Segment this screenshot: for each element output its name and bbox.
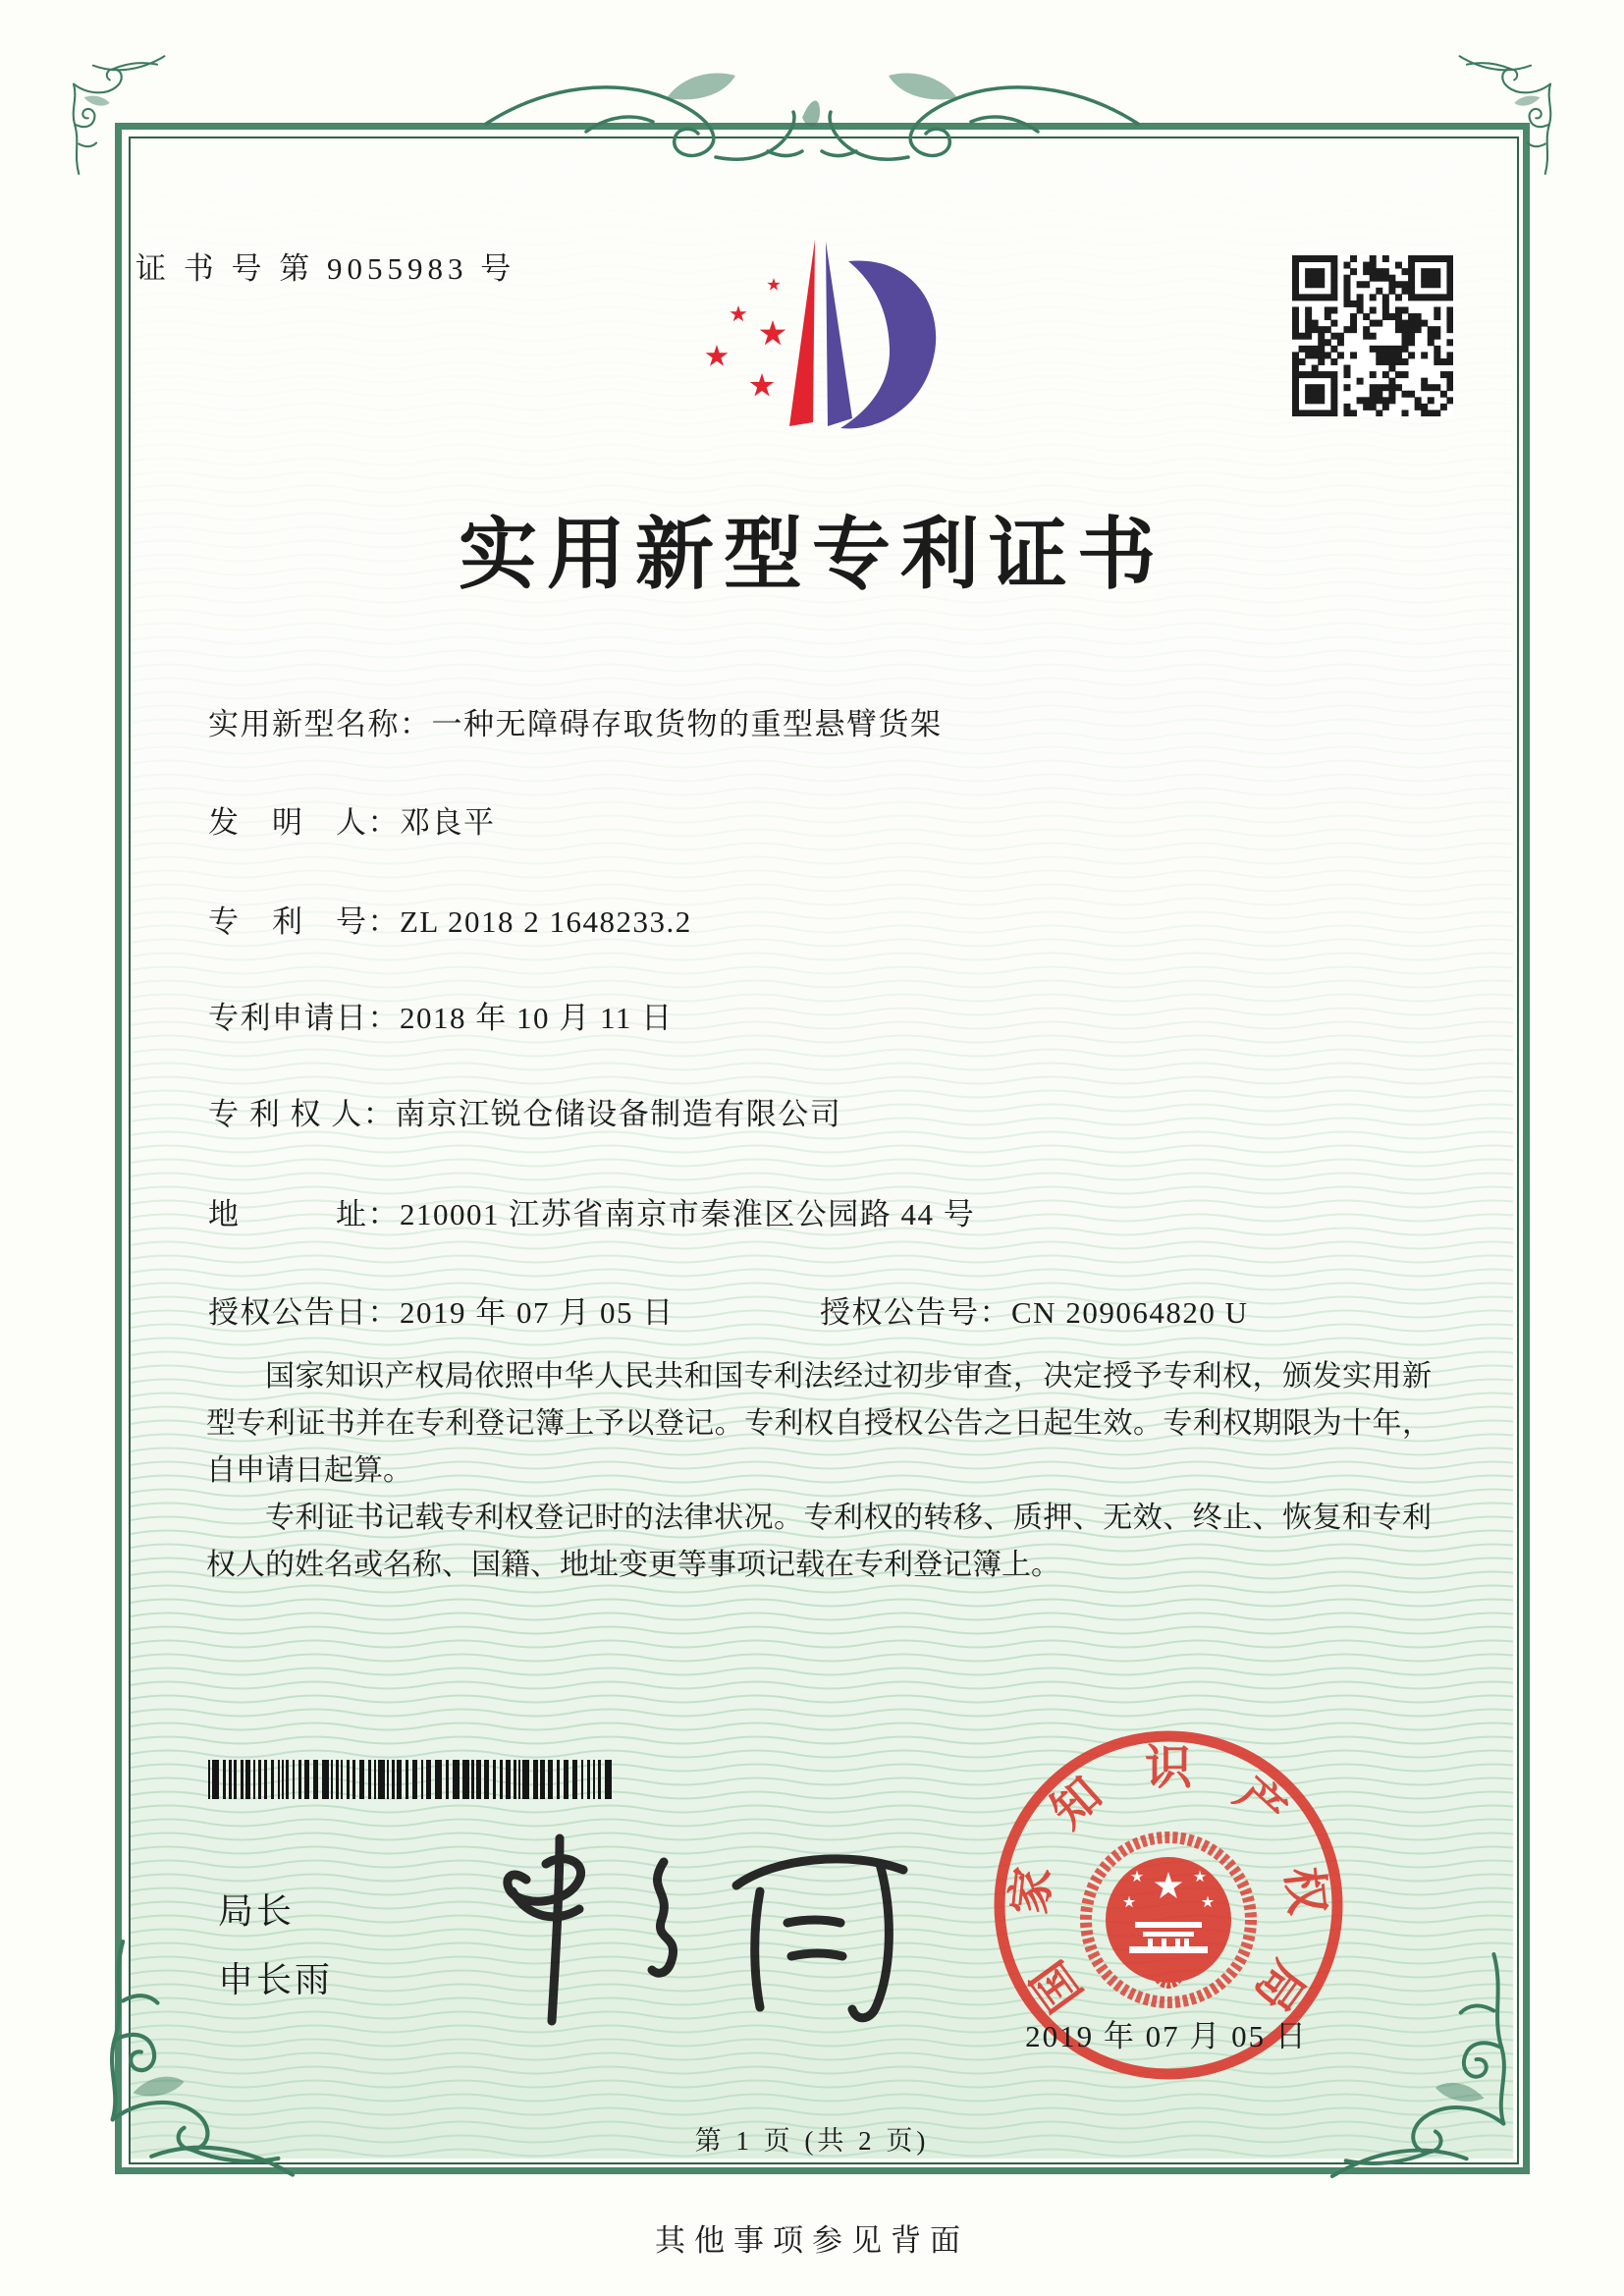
- field-label: 授权公告号：: [820, 1295, 1011, 1330]
- seal-char: 知: [1042, 1768, 1112, 1839]
- seal-date: 2019 年 07 月 05 日: [1025, 2019, 1308, 2053]
- logo-purple-wedge: [826, 242, 852, 426]
- field-row-grant-date: [208, 1287, 1485, 1332]
- legal-text-block: [206, 1353, 1432, 1589]
- top-flourish-ornament: [468, 63, 1156, 179]
- field-label: 发 明 人：: [208, 805, 400, 840]
- field-value: 南京江锐仓储设备制造有限公司: [395, 1097, 842, 1131]
- seal-char: 产: [1224, 1768, 1295, 1839]
- legal-paragraph-2: 专利证书记载专利权登记时的法律状况。专利权的转移、质押、无效、终止、恢复和专利权人的姓名或名称、国籍、地址变更等事项记载在专利登记簿上。: [206, 1502, 1432, 1581]
- director-title-label: 局长: [218, 1891, 296, 1931]
- field-value: 2019 年 07 月 05 日: [400, 1295, 675, 1330]
- field-value: 2018 年 10 月 11 日: [400, 1001, 674, 1035]
- logo-red-wedge: [789, 240, 815, 426]
- legal-paragraph-1: 国家知识产权局依照中华人民共和国专利法经过初步审查，决定授予专利权，颁发实用新型专利证书并在专利登记簿上予以登记。专利权自授权公告之日起生效。专利权期限为十年，自申请日起算。: [206, 1360, 1432, 1487]
- back-side-note: 其他事项参见背面: [655, 2223, 969, 2258]
- field-value: CN 209064820 U: [1011, 1295, 1249, 1330]
- national-emblem: [1086, 1837, 1251, 2002]
- field-grant-number: [820, 1287, 1248, 1332]
- barcode: [206, 1760, 623, 1799]
- field-value: 一种无障碍存取货物的重型悬臂货架: [431, 707, 943, 741]
- seal-char: 权: [1275, 1864, 1333, 1918]
- seal-char: 局: [1244, 1950, 1315, 2020]
- field-label: 授权公告日：: [208, 1295, 400, 1330]
- field-label: 实用新型名称：: [208, 707, 432, 741]
- field-row-name: [208, 699, 1485, 743]
- certificate-title: 实用新型专利证书: [459, 513, 1165, 599]
- field-label: 专 利 权 人：: [208, 1097, 396, 1131]
- cnipa-logo: [685, 232, 941, 452]
- field-label: 专利申请日：: [208, 1001, 400, 1035]
- field-label: 专 利 号：: [208, 904, 400, 939]
- field-row-address: [208, 1189, 1485, 1233]
- seal-char: 国: [1022, 1950, 1093, 2020]
- certificate-number: 证 书 号 第 9055983 号: [135, 251, 516, 286]
- field-value: ZL 2018 2 1648233.2: [400, 904, 692, 939]
- field-label: 地 址：: [208, 1197, 400, 1231]
- field-row-patent-no: [208, 897, 1485, 941]
- qr-code: [1292, 255, 1453, 416]
- seal-char: 识: [1144, 1742, 1193, 1794]
- field-row-filing-date: [208, 993, 1485, 1037]
- field-row-patentee: [208, 1089, 1485, 1133]
- field-row-inventor: [208, 797, 1485, 842]
- corner-ornament-top-right: [1455, 51, 1563, 175]
- logo-p-bowl: [840, 261, 936, 429]
- field-value: 邓良平: [400, 805, 496, 840]
- field-value: 210001 江苏省南京市秦淮区公园路 44 号: [400, 1197, 976, 1231]
- director-name: 申长雨: [218, 1960, 334, 1999]
- corner-ornament-top-left: [61, 51, 169, 175]
- page-number: 第 1 页 (共 2 页): [694, 2126, 930, 2156]
- director-signature: [450, 1829, 921, 2040]
- seal-char: 家: [1003, 1864, 1061, 1918]
